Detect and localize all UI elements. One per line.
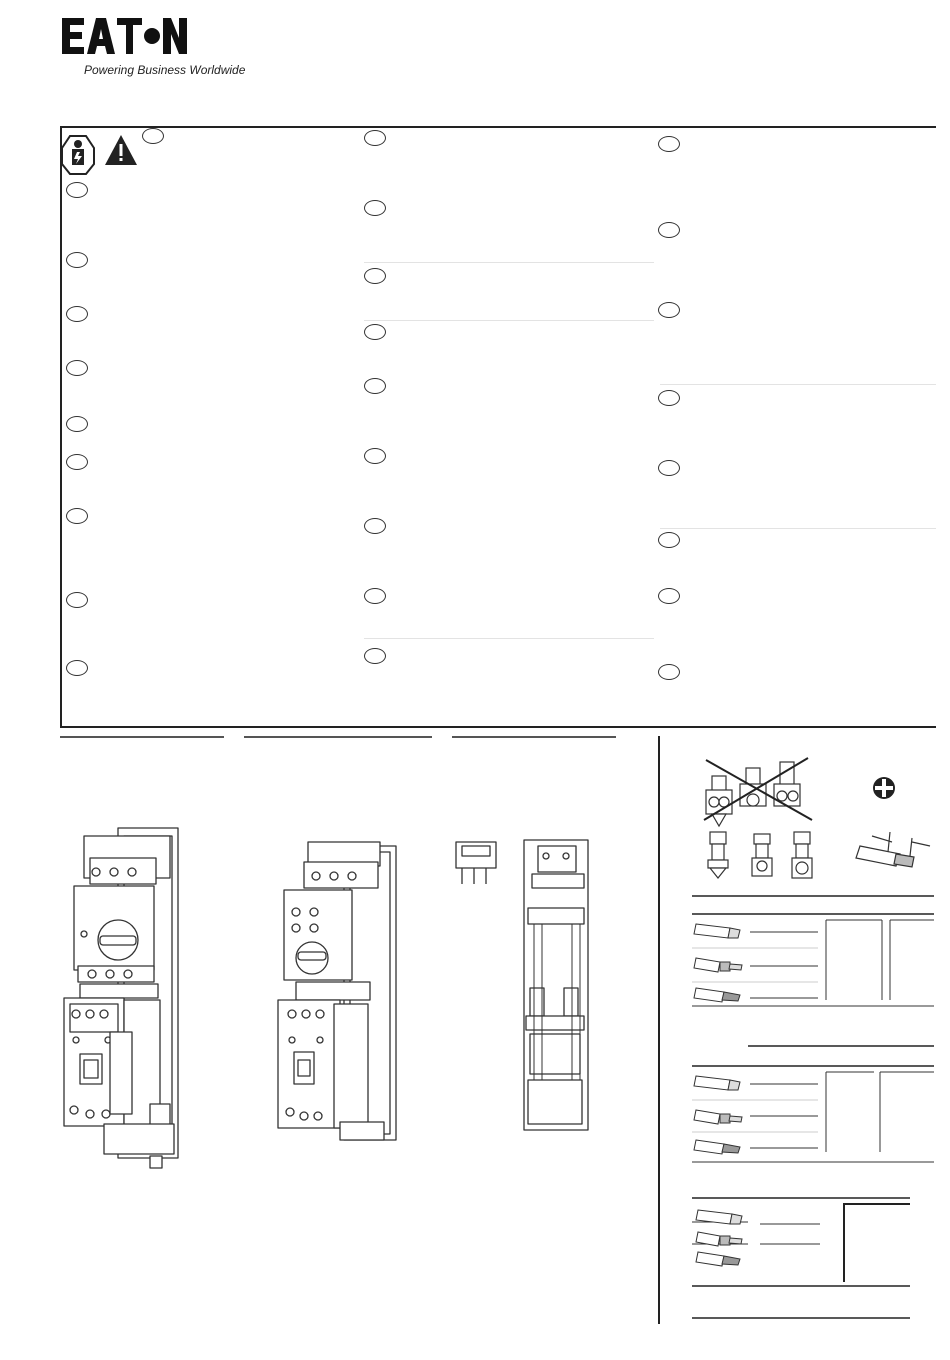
solid-conductor-icon	[694, 1076, 740, 1090]
solid-conductor-icon	[694, 924, 740, 938]
flexible-ferrule-conductor-icon	[696, 1232, 742, 1246]
flexible-conductor-icon	[694, 988, 740, 1002]
solid-conductor-icon	[696, 1210, 742, 1224]
flexible-ferrule-conductor-icon	[694, 958, 742, 972]
logo-tagline: Powering Business Worldwide	[84, 63, 246, 77]
flexible-conductor-icon	[694, 1140, 740, 1154]
flexible-conductor-icon	[696, 1252, 740, 1266]
flexible-ferrule-conductor-icon	[694, 1110, 742, 1124]
